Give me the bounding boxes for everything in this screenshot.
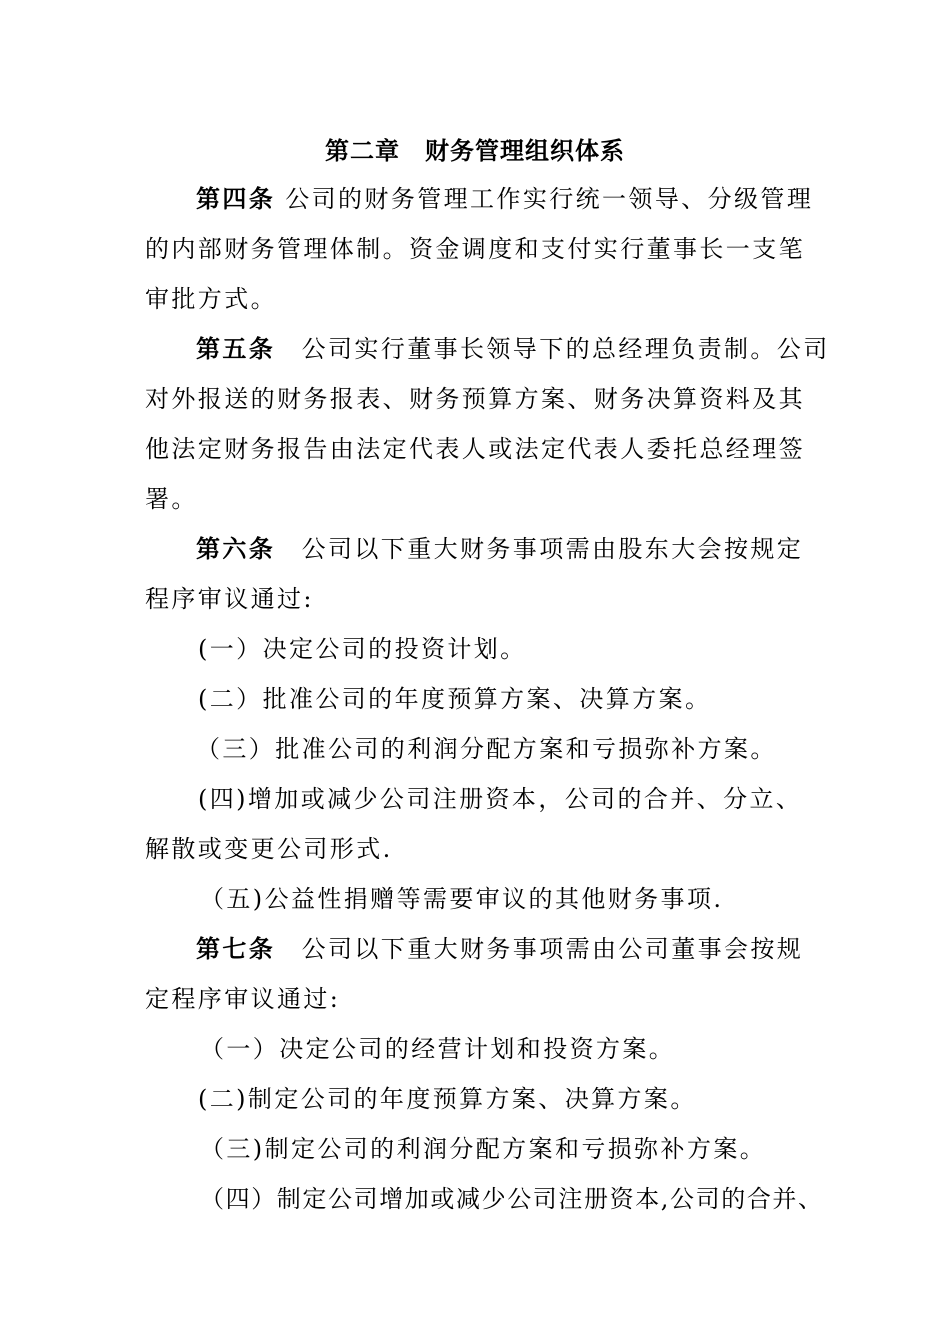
article-5-text-3: 他法定财务报告由法定代表人或法定代表人委托总经理签: [145, 435, 805, 463]
article-4-text-3: 审批方式。: [145, 285, 277, 313]
article-7-item-1: （一）决定公司的经营计划和投资方案。: [200, 1035, 676, 1063]
article-6-item-4-cont: 解散或变更公司形式.: [145, 835, 393, 863]
article-5-text-1: 公司实行董事长领导下的总经理负责制。公司: [275, 335, 830, 363]
article-4-label: 第四条: [196, 184, 276, 213]
article-4-text-1: 公司的财务管理工作实行统一领导、分级管理: [275, 185, 814, 213]
article-5-text-4: 署。: [145, 485, 198, 513]
article-7-text-1: 公司以下重大财务事项需由公司董事会按规: [275, 935, 804, 963]
article-6-item-1: (一）决定公司的投资计划。: [198, 635, 527, 663]
article-6-item-2: (二）批准公司的年度预算方案、决算方案。: [198, 685, 712, 713]
article-7-text-2: 定程序审议通过:: [145, 985, 341, 1013]
article-6-text-1: 公司以下重大财务事项需由股东大会按规定: [275, 535, 804, 563]
article-4-first-line: [196, 183, 813, 215]
article-7-first-line: [196, 933, 803, 965]
article-4-text-2: 的内部财务管理体制。资金调度和支付实行董事长一支笔: [145, 235, 805, 263]
article-6-item-4: (四)增加或减少公司注册资本，公司的合并、分立、: [198, 785, 803, 813]
article-6-item-3: （三）批准公司的利润分配方案和亏损弥补方案。: [196, 735, 777, 763]
article-7-item-4: （四）制定公司增加或减少公司注册资本,公司的合并、: [200, 1185, 824, 1213]
article-5-label: 第五条: [196, 334, 276, 363]
article-6-text-2: 程序审议通过:: [145, 585, 314, 613]
chapter-title: 第二章 财务管理组织体系: [325, 136, 625, 165]
article-7-item-2: (二)制定公司的年度预算方案、决算方案。: [198, 1085, 697, 1113]
article-7-item-3: （三)制定公司的利润分配方案和亏损弥补方案。: [200, 1135, 767, 1163]
article-5-text-2: 对外报送的财务报表、财务预算方案、财务决算资料及其: [145, 385, 805, 413]
article-6-label: 第六条: [196, 534, 276, 563]
article-6-item-5: （五)公益性捐赠等需要审议的其他财务事项.: [200, 885, 724, 913]
article-5-first-line: [196, 333, 830, 365]
article-7-label: 第七条: [196, 934, 276, 963]
article-6-first-line: [196, 533, 803, 565]
